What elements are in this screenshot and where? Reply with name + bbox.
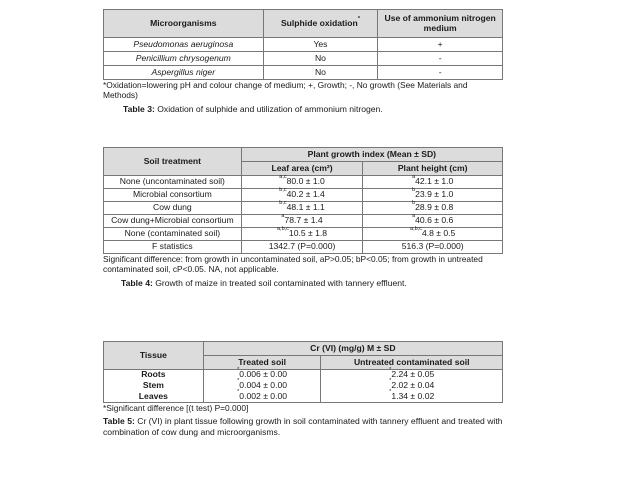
- table-row: [104, 66, 503, 80]
- leaf-sup: b,c: [279, 187, 287, 194]
- cell-tissue: Roots: [104, 370, 204, 381]
- height-sup: b: [412, 187, 416, 194]
- table-4-header-row: [104, 148, 503, 162]
- table-4-caption-label: Table 4:: [121, 278, 153, 289]
- table-row: [104, 381, 503, 392]
- cell-plant-height: [363, 228, 503, 241]
- cell-oxidation: No: [263, 66, 378, 80]
- cell-leaf-area: [241, 228, 363, 241]
- cell-treatment: None (contaminated soil): [104, 228, 242, 241]
- table-3-header-row: [104, 10, 503, 38]
- cell-plant-height: [363, 189, 503, 202]
- table-row: [104, 202, 503, 215]
- cell-tissue: Stem: [104, 381, 204, 392]
- cell-leaf-area: [241, 215, 363, 228]
- cell-ammonium: +: [378, 38, 503, 52]
- header-leaf-area: Leaf area (cm²): [241, 162, 363, 176]
- table-row: [104, 176, 503, 189]
- leaf-value: 10.5 ± 1.8: [288, 228, 328, 239]
- treated-sup: *: [237, 388, 240, 395]
- table-row: [104, 189, 503, 202]
- cell-untreated: [321, 378, 503, 392]
- height-sup: b: [412, 200, 416, 207]
- cell-treatment: Cow dung+Microbial consortium: [104, 215, 242, 228]
- cell-organism: Aspergillus niger: [104, 66, 264, 80]
- cell-treatment: Microbial consortium: [104, 189, 242, 202]
- header-sulphide-label: Sulphide oxidation: [280, 17, 358, 28]
- height-value: 516.3 (P=0.000): [401, 241, 464, 252]
- table-3-caption-text: Oxidation of sulphide and utilization of ammonium nitrogen.: [154, 104, 383, 115]
- leaf-sup: a: [281, 213, 285, 220]
- height-value: 23.9 ± 1.0: [415, 189, 454, 200]
- cell-treated: [203, 388, 321, 403]
- cell-organism: Penicillium chrysogenum: [104, 52, 264, 66]
- cell-plant-height: [363, 202, 503, 215]
- header-plant-growth-index: Plant growth index (Mean ± SD): [241, 148, 502, 162]
- leaf-value: 40.2 ± 1.4: [286, 189, 325, 200]
- leaf-sup: a,b,c: [276, 226, 289, 233]
- cell-ammonium: -: [378, 52, 503, 66]
- cell-treated: [203, 378, 321, 392]
- header-sulphide-sup: *: [357, 15, 360, 22]
- height-sup: a: [412, 213, 416, 220]
- cell-oxidation: No: [263, 52, 378, 66]
- header-ammonium-nitrogen: Use of ammonium nitrogen medium: [378, 10, 503, 38]
- table-5-caption: [103, 416, 503, 437]
- cell-leaf-area: [241, 176, 363, 189]
- table-4-footnote: Significant difference: from growth in uncontaminated soil, aP>0.05; bP<0.05; from growth in untreated contaminated soil, cP<0.05. NA, not applicable.: [103, 254, 483, 275]
- table-5-block: [103, 341, 503, 438]
- cell-organism: Pseudomonas aeruginosa: [104, 38, 264, 52]
- table-row: [104, 215, 503, 228]
- table-row: [104, 38, 503, 52]
- table-4-caption-text: Growth of maize in treated soil contaminated with tannery effluent.: [152, 278, 407, 289]
- leaf-value: 80.0 ± 1.0: [286, 176, 325, 187]
- table-4-caption: [103, 278, 503, 289]
- leaf-value: 1342.7 (P=0.000): [268, 241, 336, 252]
- height-value: 40.6 ± 0.6: [415, 215, 454, 226]
- header-tissue: Tissue: [104, 342, 204, 370]
- cell-plant-height: [363, 241, 503, 254]
- cell-tissue: Leaves: [104, 392, 204, 403]
- treated-value: 0.006 ± 0.00: [239, 369, 288, 380]
- table-3-footnote: *Oxidation=lowering pH and colour change of medium; +, Growth; -, No growth (See Materials and Methods): [103, 80, 468, 101]
- table-5-header-row: [104, 342, 503, 356]
- height-sup: a: [412, 174, 416, 181]
- treated-value: 0.002 ± 0.00: [239, 390, 288, 401]
- table-5-footnote: *Significant difference [(t test) P=0.000]: [103, 403, 249, 413]
- cell-treatment: F statistics: [104, 241, 242, 254]
- height-value: 28.9 ± 0.8: [415, 202, 454, 213]
- cell-ammonium: -: [378, 66, 503, 80]
- table-3-block: [103, 9, 503, 115]
- leaf-sup: b,c: [279, 200, 287, 207]
- table-row: [104, 228, 503, 241]
- untreated-sup: *: [389, 388, 392, 395]
- table-row: [104, 52, 503, 66]
- header-plant-height: Plant height (cm): [363, 162, 503, 176]
- treated-value: 0.004 ± 0.00: [239, 380, 288, 391]
- header-untreated-soil: Untreated contaminated soil: [321, 356, 503, 370]
- height-value: 42.1 ± 1.0: [415, 176, 454, 187]
- cell-plant-height: [363, 176, 503, 189]
- table-5-caption-label: Table 5:: [103, 416, 135, 427]
- header-sulphide-oxidation: [263, 10, 378, 38]
- table-3-caption: [103, 104, 503, 115]
- cell-treated: [203, 367, 321, 381]
- table-row: [104, 392, 503, 403]
- header-soil-treatment: Soil treatment: [104, 148, 242, 176]
- cell-untreated: [321, 367, 503, 381]
- table-5-caption-text: Cr (VI) in plant tissue following growth in soil contaminated with tannery effluent and treated with combination of cow dung and microorganisms.: [103, 416, 503, 437]
- leaf-sup: a,c: [279, 174, 287, 181]
- header-cr-vi: Cr (VI) (mg/g) M ± SD: [203, 342, 502, 356]
- cell-untreated: [321, 388, 503, 403]
- leaf-value: 48.1 ± 1.1: [286, 202, 325, 213]
- untreated-sup: *: [389, 367, 392, 374]
- cell-oxidation: Yes: [263, 38, 378, 52]
- table-4: [103, 147, 503, 254]
- untreated-value: 2.24 ± 0.05: [391, 369, 435, 380]
- untreated-value: 1.34 ± 0.02: [391, 390, 435, 401]
- table-3: [103, 9, 503, 80]
- height-sup: a,b,c: [410, 226, 422, 233]
- cell-leaf-area: [241, 189, 363, 202]
- cell-treatment: None (uncontaminated soil): [104, 176, 242, 189]
- leaf-value: 78.7 ± 1.4: [284, 215, 323, 226]
- table-3-caption-label: Table 3:: [123, 104, 155, 115]
- header-treated-soil: Treated soil: [203, 356, 321, 370]
- table-row: [104, 241, 503, 254]
- table-row: [104, 370, 503, 381]
- cell-leaf-area: [241, 241, 363, 254]
- height-value: 4.8 ± 0.5: [421, 228, 456, 239]
- header-microorganisms: Microorganisms: [104, 10, 264, 38]
- untreated-value: 2.02 ± 0.04: [391, 380, 435, 391]
- table-4-block: [103, 147, 503, 289]
- untreated-sup: *: [389, 378, 392, 385]
- cell-leaf-area: [241, 202, 363, 215]
- treated-sup: *: [237, 378, 240, 385]
- table-5: [103, 341, 503, 403]
- treated-sup: *: [237, 367, 240, 374]
- cell-plant-height: [363, 215, 503, 228]
- cell-treatment: Cow dung: [104, 202, 242, 215]
